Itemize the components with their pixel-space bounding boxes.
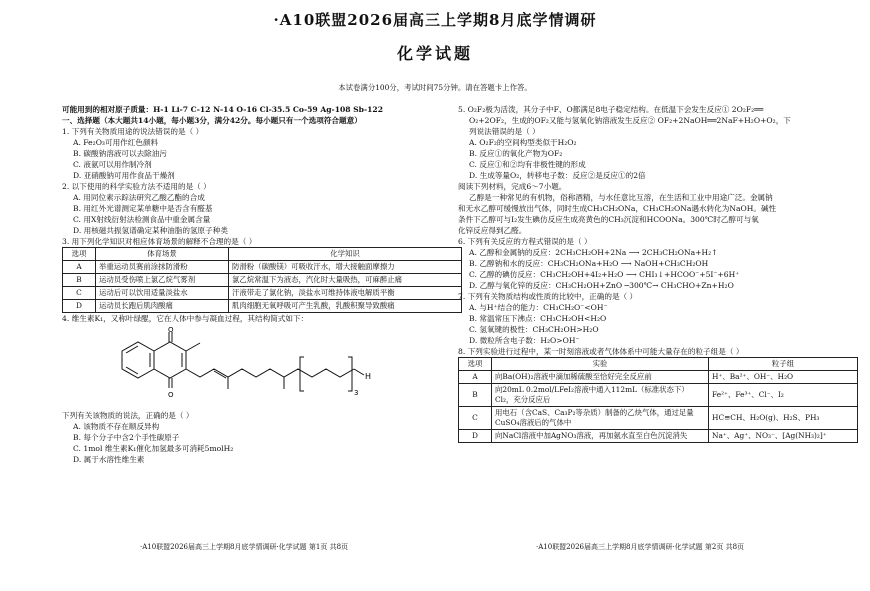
q2-stem: 2. 以下使用的科学实验方法不适用的是（ ） — [62, 182, 211, 191]
q3-cell: B — [63, 274, 96, 287]
q6-option-d: D. 乙醇与氧化锌的反应：CH₃CH₂OH+ZnO ─300℃→ CH₃CHO+Zn+H₂O — [469, 281, 734, 290]
q8-cell: 向Ba(OH)₂溶液中滴加稀硫酸至恰好完全反应前 — [492, 371, 709, 384]
q3-cell: 运动员长跑后肌肉酸痛 — [96, 300, 229, 313]
q7-stem: 7. 下列有关物质结构或性质的比较中，正确的是（ ） — [458, 292, 638, 301]
q5-option-c: C. 反应①和②均有非极性键的形成 — [469, 160, 586, 169]
q1-option-d: D. 亚硝酸钠可用作食品干燥剂 — [73, 171, 175, 180]
q3-table — [62, 247, 462, 313]
q6-stem: 6. 下列有关反应的方程式错误的是（ ） — [458, 237, 592, 246]
q1-option-a: A. Fe₂O₃可用作红色颜料 — [73, 138, 159, 147]
q4-option-d: D. 属于水溶性维生素 — [73, 455, 145, 464]
q3-header-knowledge: 化学知识 — [229, 248, 462, 261]
question-2 — [62, 181, 462, 236]
q3-cell: C — [63, 287, 96, 300]
question-8 — [458, 346, 858, 443]
q8-cell: HC≡CH、H₂O(g)、H₂S、PH₃ — [709, 407, 858, 430]
q8-table — [458, 357, 858, 443]
q8-cell: D — [459, 430, 492, 443]
q4-ask: 下列有关该物质的说法，正确的是（ ） — [62, 411, 194, 420]
o-atom-top: O — [168, 327, 174, 334]
q7-option-a: A. 与H⁺结合的能力：CH₃CH₂O⁻<OH⁻ — [469, 303, 608, 312]
q8-cell: 用电石（含CaS、Ca₃P₂等杂质）制备的乙炔气体，通过足量CuSO₄溶液后的气体中 — [492, 407, 709, 430]
reading-line-2: 和无水乙醇可缓慢放出气体，同时生成CH₃CH₂ONa，CH₃CH₂ONa遇水转化为NaOH。碱性 — [458, 204, 777, 213]
q8-cell: H⁺、Ba²⁺、OH⁻、H₂O — [709, 371, 858, 384]
footer-page-1: ·A10联盟2026届高三上学期8月底学情调研·化学试题 第1页 共8页 — [140, 543, 349, 551]
section-heading: 一、选择题（本大题共14小题，每小题3分，满分42分。每小题只有一个选项符合题意） — [62, 116, 362, 125]
q1-stem: 1. 下列有关物质用途的说法错误的是（ ） — [62, 127, 204, 136]
q5-line-2: O₂+2OF₂，生成的OF₂又能与氢氧化钠溶液发生反应② OF₂+2NaOH══2NaF+H₂O+O₂，下 — [469, 116, 791, 125]
q3-header-option: 选项 — [63, 248, 96, 261]
reading-intro: 阅读下列材料，完成6～7小题。 — [458, 182, 567, 191]
q7-option-c: C. 氢氧键的极性：CH₃CH₂OH>H₂O — [469, 325, 599, 334]
q3-cell: 运动后可以饮用适量淡盐水 — [96, 287, 229, 300]
reading-material — [458, 181, 858, 236]
table-row — [459, 407, 858, 430]
q8-cell: 向NaCl溶液中加AgNO₃溶液，再加氨水直至白色沉淀消失 — [492, 430, 709, 443]
vitamin-k1-structure — [102, 327, 402, 405]
q3-cell: 防滑粉（碳酸镁）可吸收汗水，增大接触面摩擦力 — [229, 261, 462, 274]
table-row — [63, 287, 462, 300]
q8-cell: Fe²⁺、Fe³⁺、Cl⁻、I₂ — [709, 384, 858, 407]
q4-option-c: C. 1mol 维生素K₁催化加氢最多可消耗5molH₂ — [73, 444, 234, 453]
q1-option-c: C. 液氨可以用作制冷剂 — [73, 160, 152, 169]
chain-end-label: H — [365, 372, 372, 381]
q2-option-c: C. 用X射线衍射法检测食品中重金属含量 — [73, 215, 211, 224]
o-atom-bottom: O — [168, 391, 174, 399]
left-column — [62, 104, 462, 465]
question-3 — [62, 236, 462, 313]
right-column — [458, 104, 858, 443]
q5-option-d: D. 生成等量O₂，转移电子数：反应②是反应①的2倍 — [469, 171, 646, 180]
q7-option-d: D. 微粒所含电子数：H₂O>OH⁻ — [469, 336, 580, 345]
q8-header-experiment: 实验 — [492, 358, 709, 371]
q6-option-a: A. 乙醇和金属钠的反应：2CH₃CH₂OH+2Na ⟶ 2CH₃CH₂ONa+H₂↑ — [469, 248, 718, 257]
q6-option-b: B. 乙醇钠和水的反应：CH₃CH₂ONa+H₂O ⟶ NaOH+CH₃CH₂OH — [469, 259, 709, 268]
q7-option-b: B. 常温常压下沸点：CH₃CH₂OH<H₂O — [469, 314, 607, 323]
q1-option-b: B. 碳酸钠溶液可以去除油污 — [73, 149, 167, 158]
q8-header-particles: 粒子组 — [709, 358, 858, 371]
q8-cell: Na⁺、Ag⁺、NO₃⁻、[Ag(NH₃)₂]⁺ — [709, 430, 858, 443]
table-row — [63, 300, 462, 313]
table-row — [63, 261, 462, 274]
q3-cell: 运动员受伤喷上氯乙烷气雾剂 — [96, 274, 229, 287]
q4-stem: 4. 维生素K₁，又称叶绿醌，它在人体中参与凝血过程，其结构简式如下： — [62, 314, 309, 323]
q2-option-d: D. 用核磁共振氢谱确定某种油脂的氢原子种类 — [73, 226, 228, 235]
question-6 — [458, 236, 858, 291]
reading-line-3: 条件下乙醇可与I₂发生碘仿反应生成亮黄色的CH₃沉淀和HCOONa。300℃时乙醇可与氧 — [458, 215, 759, 224]
reading-line-1: 乙醇是一种常见的有机物，俗称酒精，与水任意比互溶，在生活和工业中用途广泛。金属钠 — [469, 193, 773, 202]
question-5 — [458, 104, 858, 181]
q3-cell: 肌肉细胞无氧呼吸可产生乳酸，乳酸积聚导致酸痛 — [229, 300, 462, 313]
q4-option-b: B. 每个分子中含2个手性碳原子 — [73, 433, 180, 442]
q8-header-option: 选项 — [459, 358, 492, 371]
q8-cell: 向20mL 0.2mol/LFeI₂溶液中通入112mL（标准状态下）Cl₂，充分反应后 — [492, 384, 709, 407]
question-4 — [62, 313, 462, 465]
q6-option-c: C. 乙醇的碘仿反应：CH₃CH₂OH+4I₂+H₂O ⟶ CHI₃↓+HCOO⁻+5I⁻+6H⁺ — [469, 270, 740, 279]
q3-cell: A — [63, 261, 96, 274]
q3-cell: 氯乙烷常温下为液态，汽化时大量吸热，可麻醉止痛 — [229, 274, 462, 287]
atomic-masses: 可能用到的相对原子质量：H-1 Li-7 C-12 N-14 O-16 Cl-35.5 Co-59 Ag-108 Sb-122 — [62, 105, 383, 114]
table-row — [63, 274, 462, 287]
q5-option-a: A. O₂F₂的空间构型类似于H₂O₂ — [469, 138, 577, 147]
q5-line-3: 列说法错误的是（ ） — [469, 127, 540, 136]
q5-option-b: B. 反应①的氧化产物为OF₂ — [469, 149, 563, 158]
footer-page-2: ·A10联盟2026届高三上学期8月底学情调研·化学试题 第2页 共8页 — [536, 543, 745, 551]
reading-line-4: 化锌反应得到乙醛。 — [458, 226, 527, 235]
exam-title: ·A10联盟2026届高三上学期8月底学情调研 — [273, 11, 597, 29]
q8-cell: B — [459, 384, 492, 407]
q2-option-b: B. 用红外光谱测定某单糖中是否含有醛基 — [73, 204, 213, 213]
table-row — [459, 384, 858, 407]
q3-stem: 3. 用下列化学知识对相应体育场景的解释不合理的是（ ） — [62, 237, 257, 246]
q8-cell: C — [459, 407, 492, 430]
question-1 — [62, 126, 462, 181]
q4-option-a: A. 该物质不存在顺反异构 — [73, 422, 160, 431]
exam-subject: 化学试题 — [396, 44, 473, 63]
q3-cell: 汗液带走了氯化钠，淡盐水可维持体液电解质平衡 — [229, 287, 462, 300]
q5-line-1: 5. O₂F₂极为活泼，其分子中F、O都满足8电子稳定结构。在低温下会发生反应① 2O₂F₂══ — [458, 105, 764, 114]
table-row — [459, 430, 858, 443]
q3-cell: 举重运动员赛前涂抹防滑粉 — [96, 261, 229, 274]
q2-option-a: A. 用同位素示踪法研究乙酸乙酯的合成 — [73, 193, 205, 202]
question-7 — [458, 291, 858, 346]
exam-note: 本试卷满分100分，考试时间75分钟。请在答题卡上作答。 — [338, 83, 532, 92]
q3-cell: D — [63, 300, 96, 313]
repeat-subscript: 3 — [354, 389, 359, 397]
table-row — [459, 371, 858, 384]
q8-stem: 8. 下列实验进行过程中，某一时刻溶液或者气体体系中可能大量存在的粒子组是（ ） — [458, 347, 744, 356]
q8-cell: A — [459, 371, 492, 384]
q3-header-scene: 体育场景 — [96, 248, 229, 261]
